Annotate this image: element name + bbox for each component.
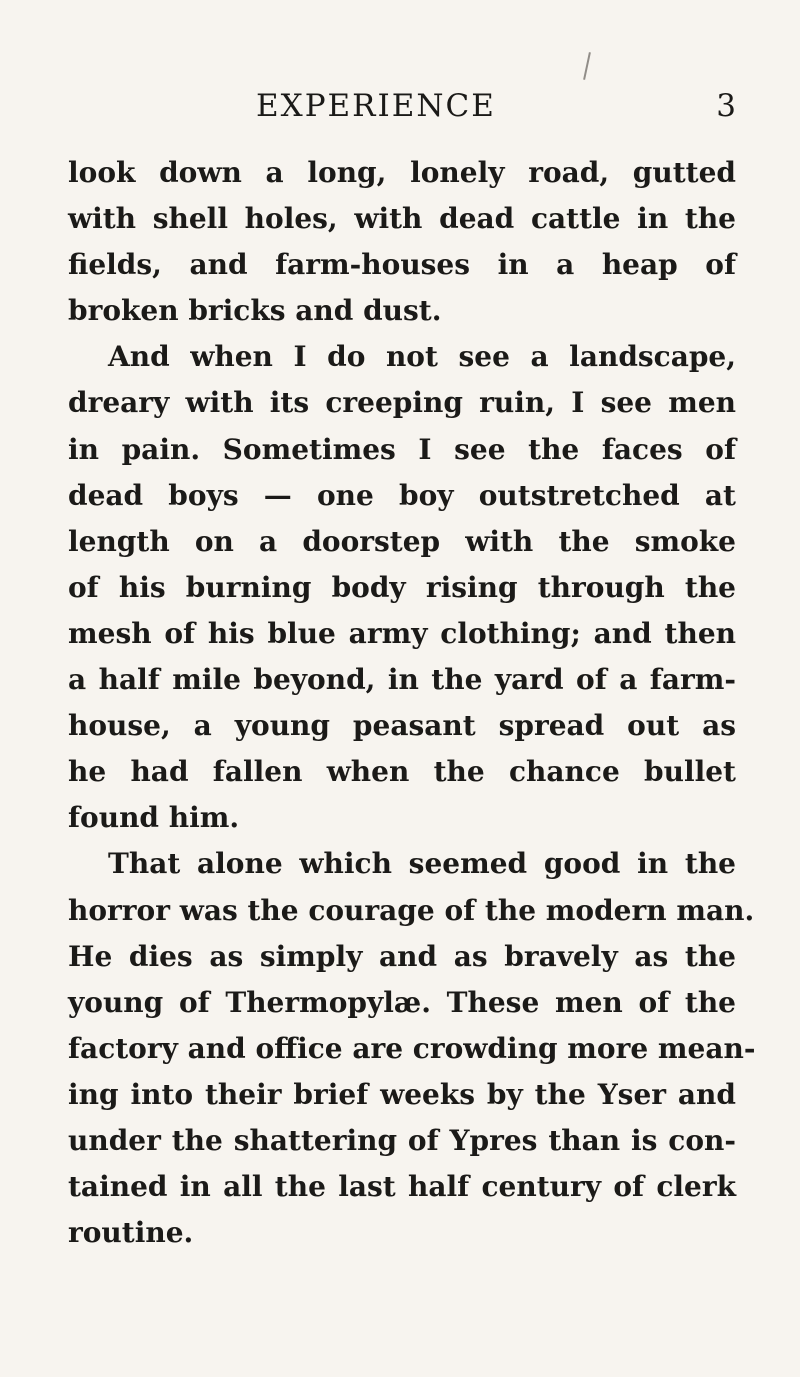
text-line: with shell holes, with dead cattle in the	[68, 202, 736, 236]
text-line: found him.	[68, 801, 240, 835]
text-line: a half mile beyond, in the yard of a farm-	[68, 663, 736, 697]
text-line: He dies as simply and as bravely as the	[68, 939, 736, 973]
text-line: house, a young peasant spread out as	[68, 709, 736, 743]
chapter-title: EXPERIENCE	[256, 88, 496, 124]
text-line: of his burning body rising through the	[68, 570, 736, 604]
text-line: young of Thermopylæ. These men of the	[68, 985, 736, 1019]
pencil-mark	[583, 52, 591, 80]
text-line: ing into their brief weeks by the Yser and	[68, 1077, 736, 1111]
text-line: fields, and farm-houses in a heap of	[68, 248, 736, 282]
text-line: factory and office are crowding more mean-	[68, 1031, 756, 1065]
text-line: mesh of his blue army clothing; and then	[68, 616, 736, 650]
text-line: he had fallen when the chance bullet	[68, 755, 736, 789]
text-line: under the shattering of Ypres than is con-	[68, 1123, 736, 1157]
text-line: dead boys — one boy outstretched at	[68, 478, 736, 512]
text-line: length on a doorstep with the smoke	[68, 524, 736, 558]
body-text	[68, 150, 756, 1256]
text-line: in pain. Sometimes I see the faces of	[68, 432, 736, 466]
text-line: look down a long, lonely road, gutted	[68, 156, 736, 189]
running-header	[68, 88, 736, 146]
text-line: broken bricks and dust.	[68, 294, 442, 328]
text-line: routine.	[68, 1216, 194, 1250]
text-line: dreary with its creeping ruin, I see men	[68, 386, 736, 420]
text-line: horror was the courage of the modern man.	[68, 893, 755, 927]
text-line: tained in all the last half century of clerk	[68, 1170, 736, 1204]
page-number: 3	[716, 88, 736, 124]
book-page	[68, 88, 756, 1250]
text-line: And when I do not see a landscape,	[108, 340, 736, 374]
text-line: That alone which seemed good in the	[108, 847, 736, 881]
